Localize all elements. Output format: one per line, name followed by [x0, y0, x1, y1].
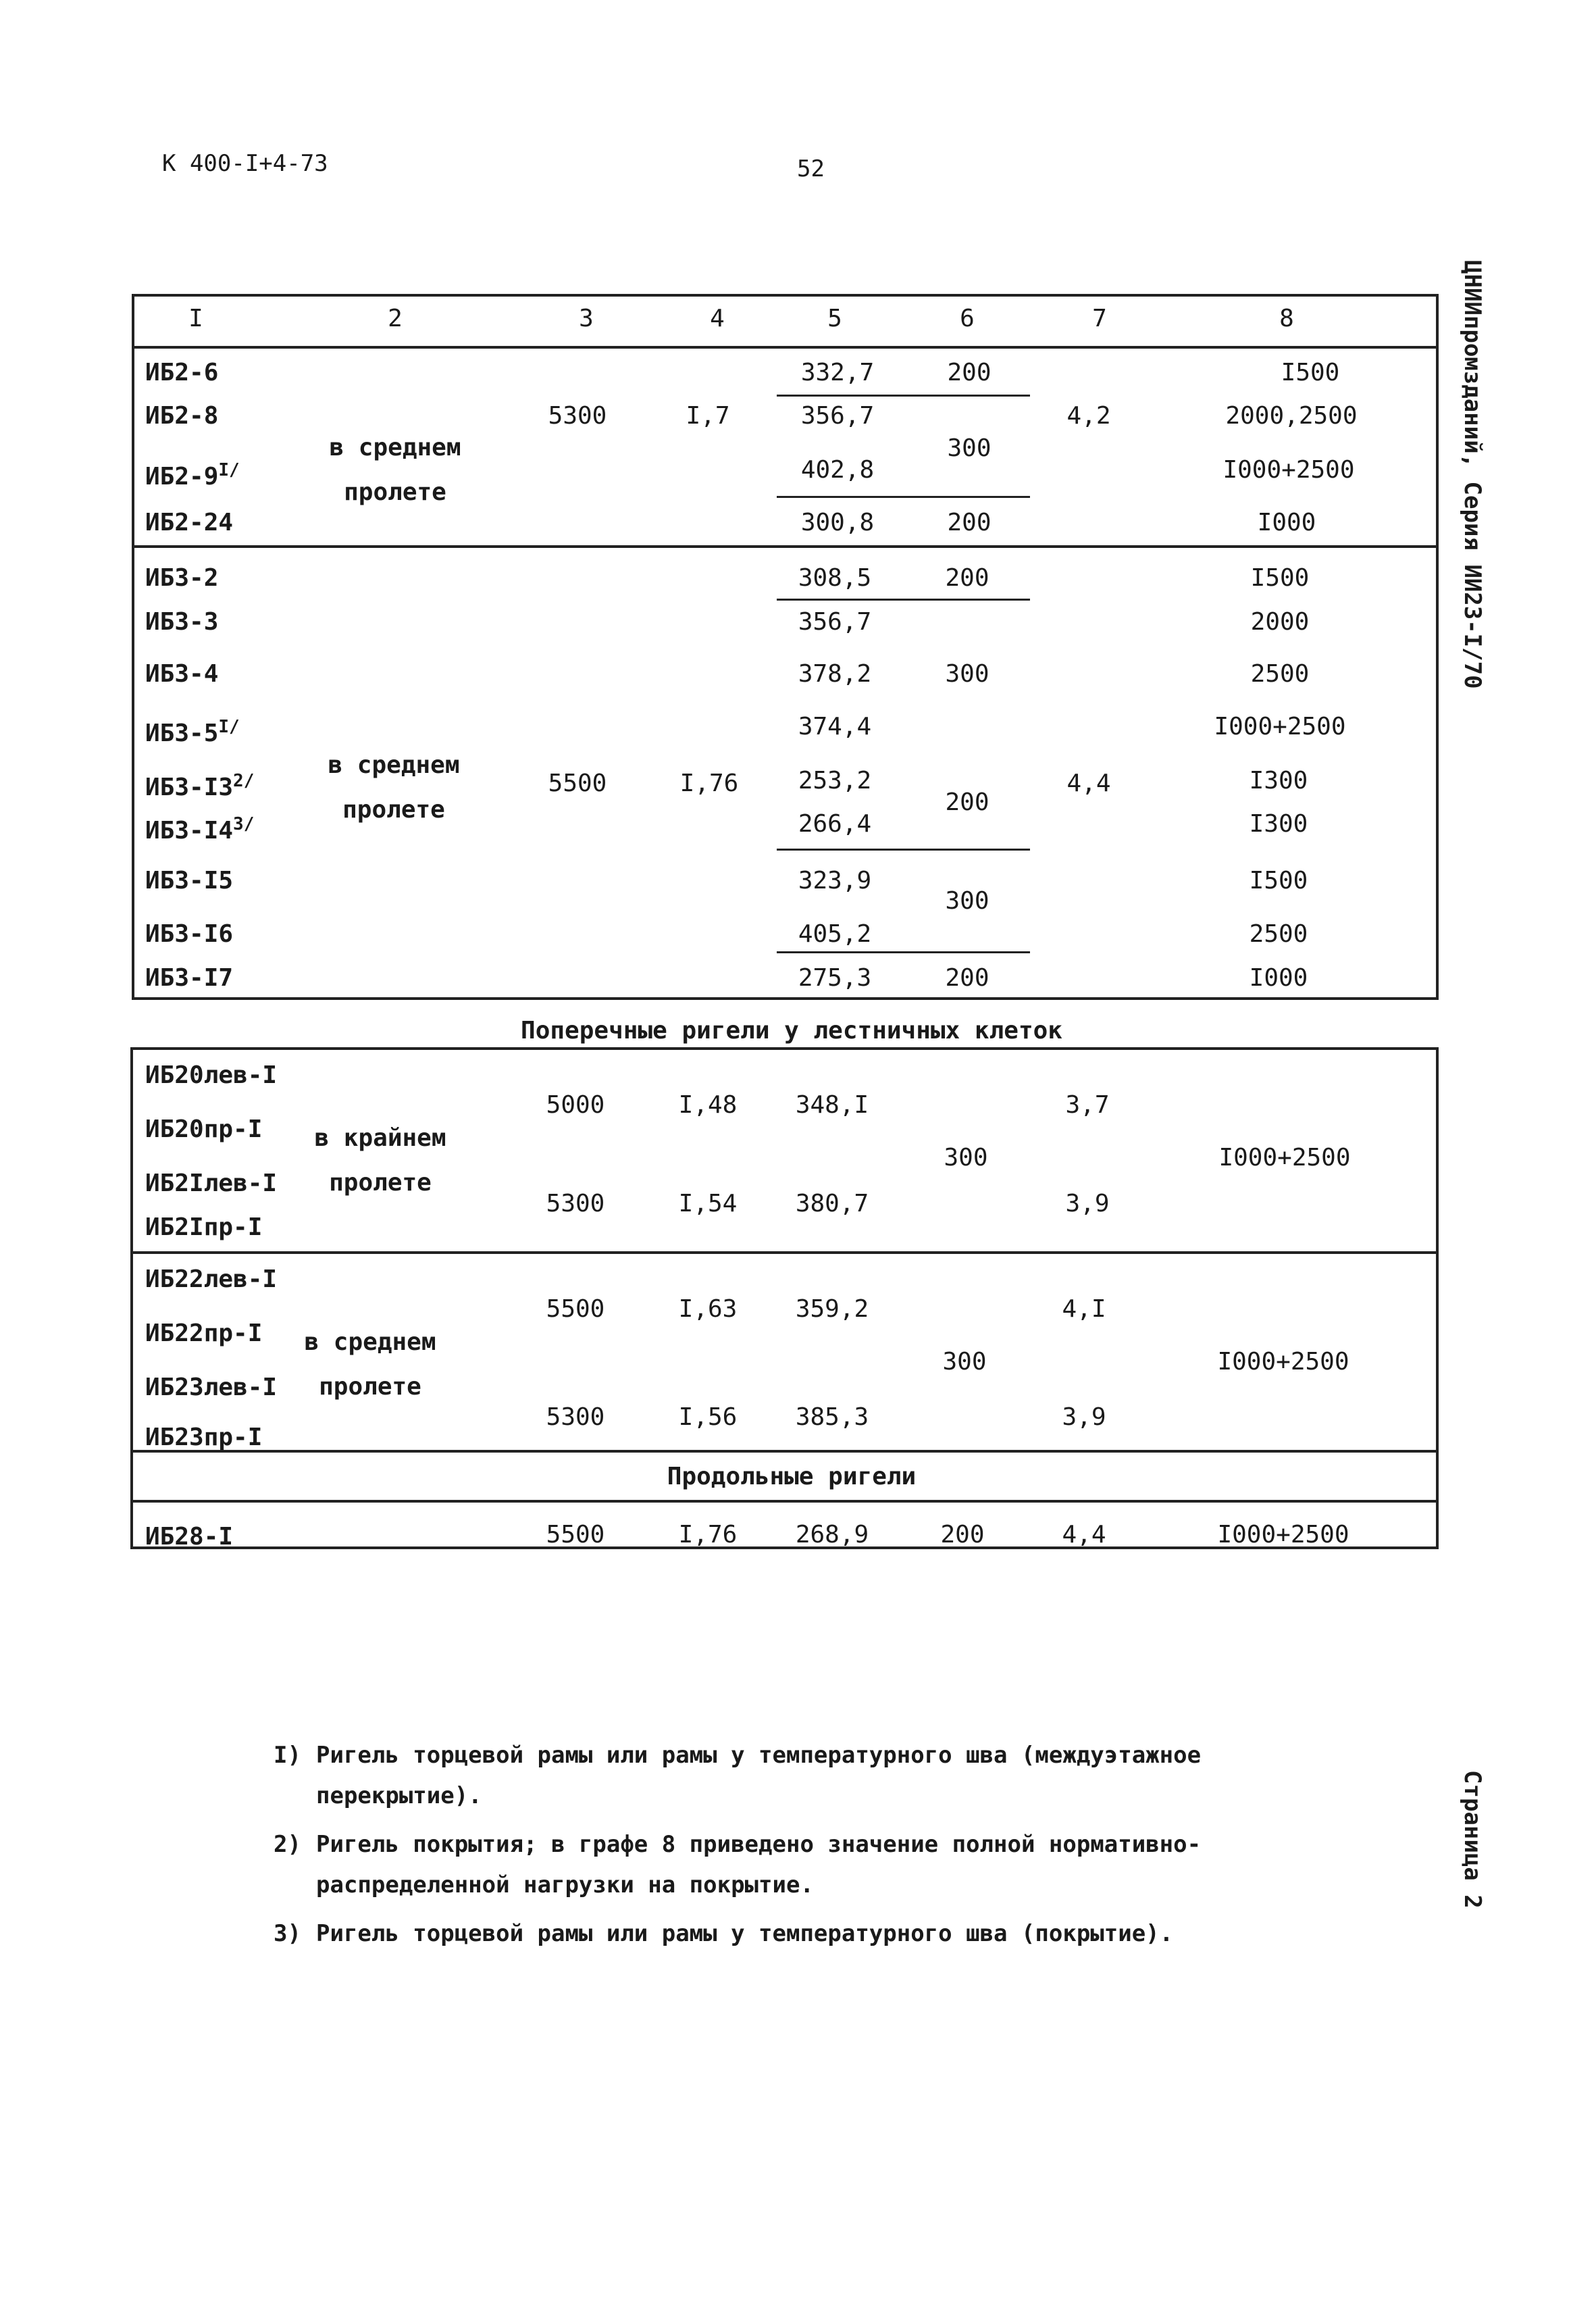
document-code: К 400-І+4-73	[162, 150, 328, 177]
item-code: ИБ3-3	[145, 608, 219, 636]
load-value: 2000,2500	[1225, 402, 1358, 430]
column-7-value: 3,9	[1062, 1403, 1106, 1431]
item-code: ИБ20пр-I	[145, 1115, 263, 1143]
column-4-value: I,76	[678, 1521, 738, 1549]
item-code: ИБ3-4	[145, 660, 219, 688]
column-5-value: 308,5	[798, 564, 872, 592]
column-6-value: 300	[947, 434, 992, 462]
group-separator	[130, 1251, 1439, 1254]
column-7-value: 3,9	[1065, 1190, 1110, 1217]
item-code: $ИБ3-I4^{3/}$	[145, 814, 255, 845]
column-5-value: 385,3	[795, 1403, 869, 1431]
span-value: 5500	[546, 1521, 605, 1549]
column-4-value: I,63	[678, 1295, 738, 1323]
column-header: 6	[960, 305, 975, 332]
column-header: 7	[1092, 305, 1107, 332]
column-header: 2	[388, 305, 403, 332]
main-table-frame	[132, 294, 1439, 1000]
load-value: I000	[1249, 964, 1308, 992]
column-5-value: 348,I	[795, 1091, 869, 1119]
column-6-value: 200	[947, 509, 992, 536]
column-5-value: 253,2	[798, 767, 872, 795]
item-code: ИБ20лев-I	[145, 1061, 278, 1089]
load-value: 2500	[1250, 660, 1310, 688]
load-value: I300	[1249, 810, 1308, 838]
footnote-text: Ригель торцевой рамы или рамы у температурного шва (междуэтажное перекрытие).	[316, 1742, 1202, 1809]
column-5-value: 378,2	[798, 660, 872, 688]
group-separator	[130, 1500, 1439, 1503]
item-code: ИБ3-I5	[145, 867, 234, 895]
column-6-value: 300	[942, 1348, 987, 1376]
item-code: ИБ2-24	[145, 509, 234, 536]
item-code: ИБ3-2	[145, 564, 219, 592]
item-code: ИБ22пр-I	[145, 1319, 263, 1347]
item-code: ИБ2Iлев-I	[145, 1169, 278, 1197]
column-4-value: I,48	[678, 1091, 738, 1119]
span-value: 5500	[546, 1295, 605, 1323]
item-code: $ИБ3-5^{I/}$	[145, 717, 240, 747]
load-value: I000	[1257, 509, 1316, 536]
column-header: 8	[1279, 305, 1294, 332]
column-5-value: 323,9	[798, 867, 872, 895]
position-description: в среднем пролете	[329, 434, 461, 506]
subgroup-line	[777, 395, 1030, 397]
column-6-value: 200	[945, 964, 989, 992]
column-header: 3	[579, 305, 594, 332]
column-7-value: 4,4	[1062, 1521, 1106, 1549]
item-code: ИБ2-8	[145, 402, 219, 430]
item-code: $ИБ3-I3^{2/}$	[145, 771, 255, 801]
column-header: I	[188, 305, 203, 332]
load-value: I500	[1250, 564, 1310, 592]
column-5-value: 268,9	[795, 1521, 869, 1549]
subgroup-line	[777, 951, 1030, 953]
column-6-value: 200	[945, 564, 989, 592]
group-separator	[130, 1450, 1439, 1453]
column-5-value: 356,7	[800, 402, 875, 430]
footnote-number: 3)	[274, 1920, 301, 1947]
column-5-value: 374,4	[798, 713, 872, 740]
item-code: ИБ2Iпр-I	[145, 1213, 263, 1241]
item-code: ИБ22лев-I	[145, 1265, 278, 1293]
column-5-value: 359,2	[795, 1295, 869, 1323]
span-value: 5500	[548, 770, 607, 797]
side-publisher-text: ЦНИИпромзданий, Серия ИИ23-І/70	[1459, 260, 1486, 689]
column-5-value: 300,8	[800, 509, 875, 536]
load-value: I500	[1249, 867, 1308, 895]
column-5-value: 275,3	[798, 964, 872, 992]
footnote-text: Ригель торцевой рамы или рамы у температурного шва (покрытие).	[316, 1920, 1174, 1947]
column-6-value: 300	[945, 660, 989, 688]
item-code: ИБ3-I7	[145, 964, 234, 992]
item-code: ИБ23пр-I	[145, 1424, 263, 1451]
item-code: ИБ3-I6	[145, 920, 234, 948]
span-value: 5300	[546, 1403, 605, 1431]
column-7-value: 4,I	[1062, 1295, 1106, 1323]
load-value: I000+2500	[1217, 1521, 1349, 1549]
item-code: $ИБ2-9^{I/}$	[145, 460, 240, 491]
column-4-value: I,54	[678, 1190, 738, 1217]
position-description: в среднем пролете	[304, 1328, 436, 1401]
column-7-value: 4,4	[1066, 770, 1111, 797]
load-value: I300	[1249, 767, 1308, 795]
load-value: 2000	[1250, 608, 1310, 636]
item-code: ИБ28-I	[145, 1523, 234, 1551]
load-value: I000+2500	[1222, 456, 1355, 484]
column-5-value: 356,7	[798, 608, 872, 636]
load-value: I000+2500	[1217, 1348, 1349, 1376]
side-page-label: Страница 2	[1459, 1770, 1486, 1909]
header-separator	[132, 346, 1439, 349]
section-caption-longitudinal: Продольные ригели	[667, 1463, 917, 1490]
position-description: в среднем пролете	[328, 751, 460, 824]
load-value: 2500	[1249, 920, 1308, 948]
load-value: I000+2500	[1218, 1144, 1351, 1172]
span-value: 5300	[546, 1190, 605, 1217]
column-7-value: 4,2	[1066, 402, 1111, 430]
page-number: 52	[797, 155, 825, 182]
column-4-value: I,7	[686, 402, 730, 430]
column-4-value: I,56	[678, 1403, 738, 1431]
subgroup-line	[777, 496, 1030, 498]
column-5-value: 405,2	[798, 920, 872, 948]
load-value: I500	[1281, 359, 1340, 386]
column-5-value: 266,4	[798, 810, 872, 838]
span-value: 5300	[548, 402, 607, 430]
column-6-value: 300	[945, 887, 989, 915]
position-description: в крайнем пролете	[314, 1124, 446, 1197]
column-5-value: 402,8	[800, 456, 875, 484]
load-value: I000+2500	[1214, 713, 1346, 740]
subgroup-line	[777, 849, 1030, 851]
subgroup-line	[777, 599, 1030, 601]
footnote-number: 2)	[274, 1831, 301, 1858]
section-caption-transverse: Поперечные ригели у лестничных клеток	[521, 1017, 1062, 1045]
column-header: 4	[710, 305, 725, 332]
span-value: 5000	[546, 1091, 605, 1119]
footnote-number: I)	[274, 1742, 301, 1769]
item-code: ИБ23лев-I	[145, 1374, 278, 1401]
column-7-value: 3,7	[1065, 1091, 1110, 1119]
column-6-value: 200	[947, 359, 992, 386]
footnote-text: Ригель покрытия; в графе 8 приведено значение полной нормативно- распределенной нагрузки на покрытие.	[316, 1831, 1202, 1898]
column-5-value: 332,7	[800, 359, 875, 386]
column-4-value: I,76	[679, 770, 739, 797]
item-code: ИБ2-6	[145, 359, 219, 386]
column-6-value: 200	[945, 788, 989, 816]
column-header: 5	[827, 305, 842, 332]
column-5-value: 380,7	[795, 1190, 869, 1217]
column-6-value: 200	[940, 1521, 985, 1549]
group-separator	[132, 545, 1439, 548]
column-6-value: 300	[944, 1144, 988, 1172]
